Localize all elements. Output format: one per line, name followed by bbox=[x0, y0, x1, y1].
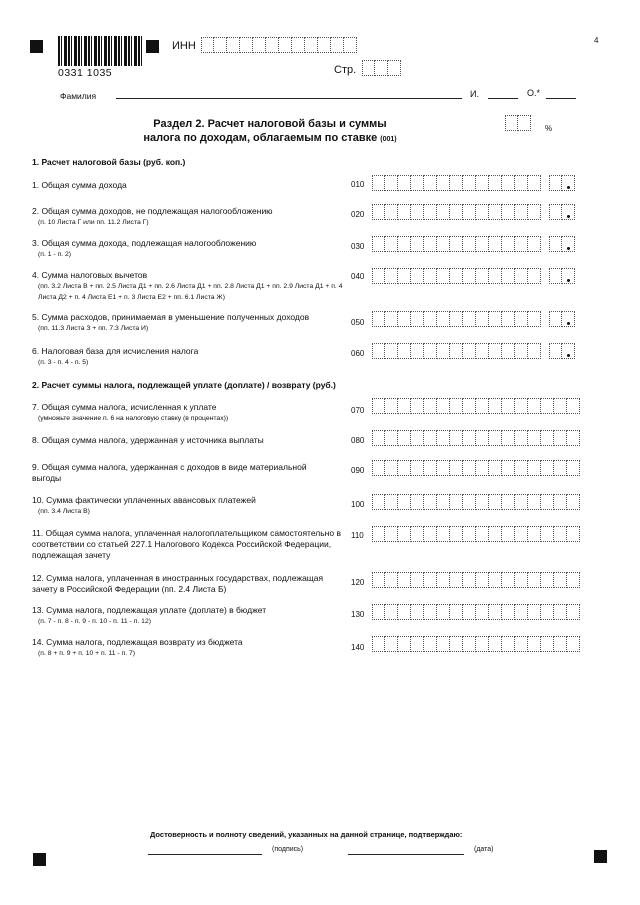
row-code-030: 030 bbox=[351, 242, 365, 251]
section-title-line2: налога по доходам, облагаемым по ставке bbox=[143, 132, 378, 144]
corner-marker-bottom-right bbox=[594, 850, 607, 863]
row-code-010: 010 bbox=[351, 180, 365, 189]
row-label-050: 5. Сумма расходов, принимаемая в уменьшение полученных доходов (пп. 11.3 Листа З + пп. 7.3 Листа И) bbox=[32, 312, 310, 332]
row-field-120[interactable] bbox=[372, 572, 580, 588]
row-field-100[interactable] bbox=[372, 494, 580, 510]
row-field-010[interactable] bbox=[372, 175, 575, 191]
row-code-140: 140 bbox=[351, 643, 365, 652]
surname-label: Фамилия bbox=[60, 91, 97, 101]
decimal-point-020 bbox=[567, 215, 570, 218]
confirmation-text: Достоверность и полноту сведений, указанных на данной странице, подтверждаю: bbox=[150, 830, 463, 839]
part2-title: 2. Расчет суммы налога, подлежащей уплате (доплате) / возврату (руб.) bbox=[32, 380, 336, 390]
row-field-070[interactable] bbox=[372, 398, 580, 414]
row-field-060[interactable] bbox=[372, 343, 575, 359]
row-field-050[interactable] bbox=[372, 311, 575, 327]
row-code-050: 050 bbox=[351, 318, 365, 327]
page-number: 4 bbox=[594, 36, 599, 45]
row-code-020: 020 bbox=[351, 210, 365, 219]
decimal-point-050 bbox=[567, 322, 570, 325]
initial-o-label: О.* bbox=[527, 88, 541, 98]
row-label-120: 12. Сумма налога, уплаченная в иностранных государствах, подлежащая зачету в Российской Федерации (пп. 2.4 Листа Б) bbox=[32, 573, 324, 594]
section-title-line1: Раздел 2. Расчет налоговой базы и суммы bbox=[153, 118, 387, 130]
row-label-030: 3. Общая сумма дохода, подлежащая налогообложению (п. 1 - п. 2) bbox=[32, 238, 257, 258]
row-field-030[interactable] bbox=[372, 236, 575, 252]
row-label-090: 9. Общая сумма налога, удержанная с доходов в виде материальной выгоды bbox=[32, 462, 307, 483]
row-code-090: 090 bbox=[351, 466, 365, 475]
corner-marker-top-left bbox=[30, 40, 43, 53]
decimal-point-010 bbox=[567, 186, 570, 189]
row-field-110[interactable] bbox=[372, 526, 580, 542]
row-code-100: 100 bbox=[351, 500, 365, 509]
inn-label: ИНН bbox=[172, 40, 196, 52]
row-field-090[interactable] bbox=[372, 460, 580, 476]
inn-field[interactable] bbox=[201, 37, 357, 53]
row-code-080: 080 bbox=[351, 436, 365, 445]
row-field-140[interactable] bbox=[372, 636, 580, 652]
initial-i-label: И. bbox=[470, 89, 479, 99]
row-label-080: 8. Общая сумма налога, удержанная у источника выплаты bbox=[32, 435, 264, 445]
row-label-040: 4. Сумма налоговых вычетов (пп. 3.2 Листа В + пп. 2.5 Листа Д1 + пп. 2.6 Листа Д1 + пп. 2.8 Листа Д1 + пп. 2.9 Листа Д1 + п. 4 Листа Д2 + п. 4 Листа Е1 + п. 3 Листа Е2 + пп. 6.1 Листа Ж) bbox=[32, 270, 343, 301]
row-code-130: 130 bbox=[351, 610, 365, 619]
row-label-070: 7. Общая сумма налога, исчисленная к уплате (умножьте значение п. 6 на налоговую ставку (в процентах)) bbox=[32, 402, 229, 422]
row-field-020[interactable] bbox=[372, 204, 575, 220]
date-caption: (дата) bbox=[474, 846, 494, 853]
row-label-110: 11. Общая сумма налога, уплаченная налогоплательщиком самостоятельно в соответствии со статьей 227.1 Налогового Кодекса Российской Федерации, подлежащая зачету bbox=[32, 528, 341, 560]
corner-marker-top-mid bbox=[146, 40, 159, 53]
section-title-code: (001) bbox=[380, 136, 397, 143]
corner-marker-bottom-left bbox=[33, 853, 46, 866]
decimal-point-060 bbox=[567, 354, 570, 357]
row-label-060: 6. Налоговая база для исчисления налога (п. 3 - п. 4 - п. 5) bbox=[32, 346, 199, 366]
row-field-040[interactable] bbox=[372, 268, 575, 284]
decimal-point-040 bbox=[567, 279, 570, 282]
row-label-100: 10. Сумма фактически уплаченных авансовых платежей (пп. 3.4 Листа В) bbox=[32, 495, 256, 515]
barcode bbox=[58, 36, 142, 66]
row-field-080[interactable] bbox=[372, 430, 580, 446]
row-code-040: 040 bbox=[351, 272, 365, 281]
page-field[interactable] bbox=[362, 60, 401, 76]
section-title bbox=[140, 117, 400, 147]
surname-field[interactable] bbox=[116, 98, 462, 99]
part1-title: 1. Расчет налоговой базы (руб. коп.) bbox=[32, 157, 186, 167]
row-code-070: 070 bbox=[351, 406, 365, 415]
page-label: Стр. bbox=[334, 64, 357, 76]
date-field[interactable] bbox=[348, 854, 464, 855]
initial-o-field[interactable] bbox=[546, 98, 576, 99]
rate-field[interactable] bbox=[505, 115, 531, 131]
initial-i-field[interactable] bbox=[488, 98, 518, 99]
row-label-140: 14. Сумма налога, подлежащая возврату из бюджета (п. 8 + п. 9 + п. 10 + п. 11 - п. 7) bbox=[32, 637, 243, 657]
row-code-060: 060 bbox=[351, 349, 365, 358]
row-code-110: 110 bbox=[351, 531, 364, 540]
row-label-020: 2. Общая сумма доходов, не подлежащая налогообложению (п. 10 Листа Г или пп. 11.2 Листа Г) bbox=[32, 206, 273, 226]
row-label-010: 1. Общая сумма дохода bbox=[32, 180, 127, 190]
row-field-130[interactable] bbox=[372, 604, 580, 620]
row-code-120: 120 bbox=[351, 578, 365, 587]
barcode-number: 0331 1035 bbox=[58, 67, 113, 79]
decimal-point-030 bbox=[567, 247, 570, 250]
row-label-130: 13. Сумма налога, подлежащая уплате (доплате) в бюджет (п. 7 - п. 8 - п. 9 - п. 10 - п. 11 - п. 12) bbox=[32, 605, 267, 625]
rate-unit: % bbox=[545, 124, 553, 133]
signature-field[interactable] bbox=[148, 854, 262, 855]
signature-caption: (подпись) bbox=[272, 846, 304, 853]
